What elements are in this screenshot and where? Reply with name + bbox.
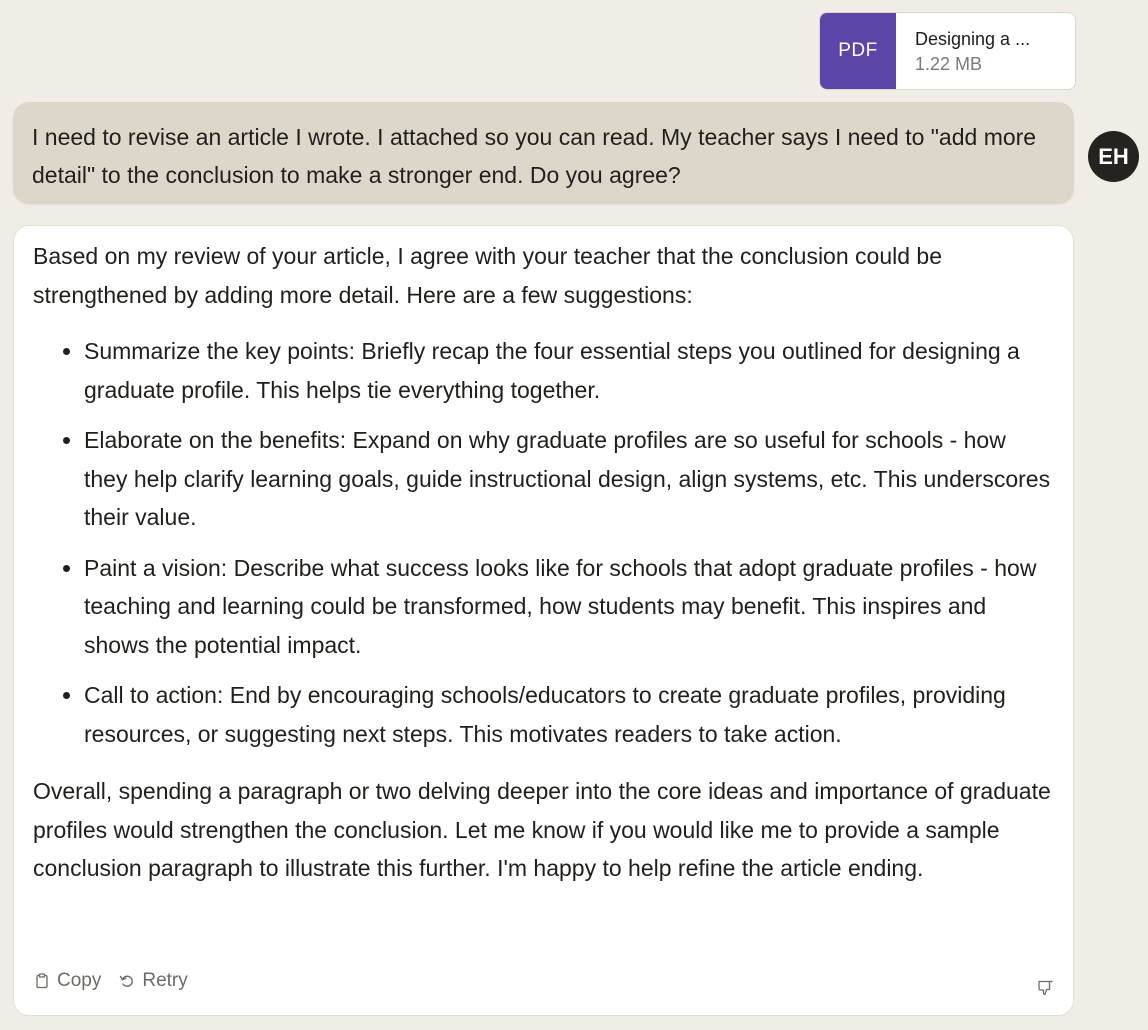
assistant-intro: Based on my review of your article, I agree with your teacher that the conclusion could be strengthened by adding more detail. Here are a few suggestions: [33, 243, 942, 308]
clipboard-icon [34, 973, 50, 989]
retry-button[interactable] [119, 962, 187, 1001]
copy-button[interactable] [34, 962, 101, 1001]
list-item: • Elaborate on the benefits: Expand on why graduate profiles are so useful for schools - how they help clarify learning goals, guide instructional design, align systems, etc. This underscores their value. [84, 421, 1053, 537]
retry-label: Retry [142, 969, 188, 991]
attachment-card[interactable] [819, 12, 1076, 90]
thumbs-down-icon[interactable] [1036, 978, 1056, 998]
suggestion-list [33, 332, 1053, 753]
list-item: • Summarize the key points: Briefly recap the four essential steps you outlined for designing a graduate profile. This helps tie everything together. [84, 332, 1053, 409]
pdf-file-icon: PDF [820, 13, 896, 89]
list-item: • Paint a vision: Describe what success looks like for schools that adopt graduate profiles - how teaching and learning could be transformed, how students may benefit. This inspires and shows the potential impact. [84, 549, 1053, 665]
message-actions [34, 962, 188, 1001]
retry-icon [119, 973, 135, 989]
assistant-outro: Overall, spending a paragraph or two delving deeper into the core ideas and importance of graduate profiles would strengthen the conclusion. Let me know if you would like me to provide a sample conclusion paragraph to illustrate this further. I'm happy to help refine the article ending. [33, 778, 1051, 881]
attachment-info [896, 13, 1030, 89]
assistant-message [13, 225, 1074, 1016]
user-message: I need to revise an article I wrote. I attached so you can read. My teacher says I need to "add more detail" to the conclusion to make a stronger end. Do you agree? [13, 102, 1074, 204]
attachment-name: Designing a ... [915, 29, 1031, 49]
user-avatar[interactable]: EH [1088, 131, 1139, 182]
copy-label: Copy [57, 969, 102, 991]
list-item: • Call to action: End by encouraging schools/educators to create graduate profiles, providing resources, or suggesting next steps. This motivates readers to take action. [84, 676, 1053, 753]
attachment-size: 1.22 MB [915, 54, 983, 74]
